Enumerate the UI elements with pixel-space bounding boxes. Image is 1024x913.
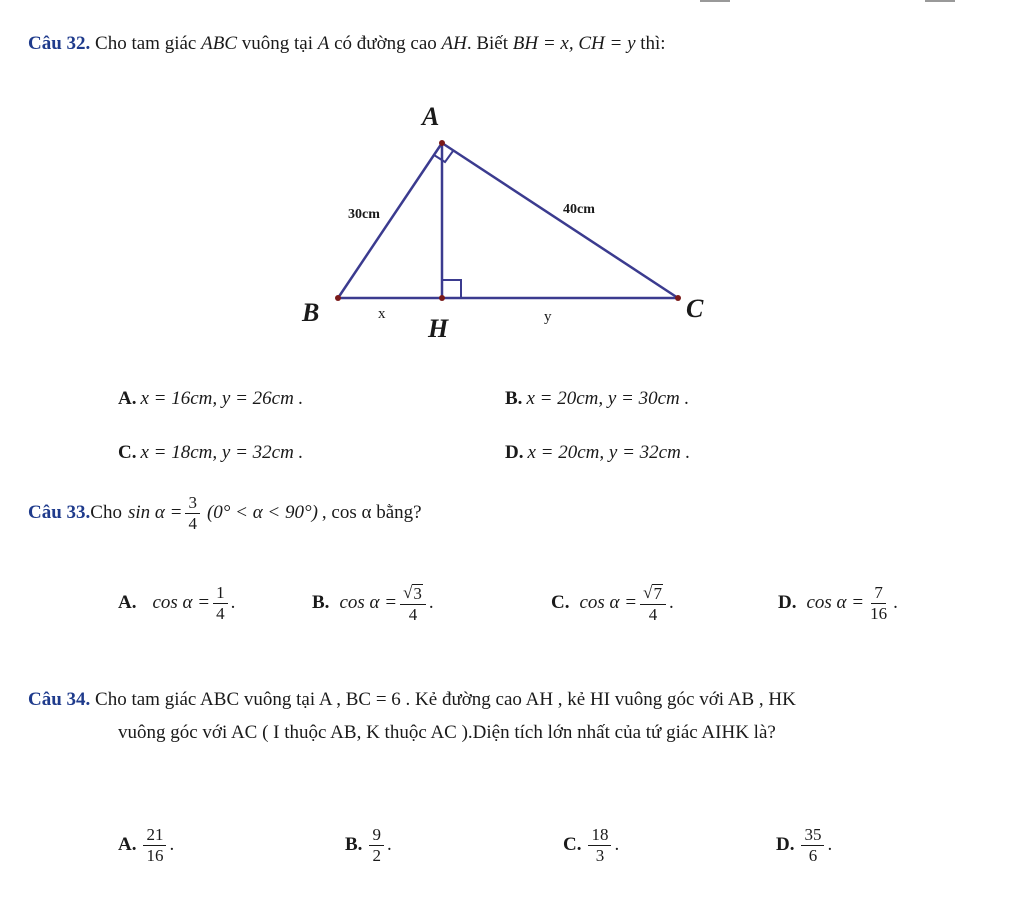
radicand: 3 xyxy=(413,584,422,603)
q34-option-d[interactable]: D. $\frac{35}{6}$ . xyxy=(776,825,833,865)
option-label: C. xyxy=(551,592,570,614)
radicand: 7 xyxy=(653,584,662,603)
label-b: B xyxy=(302,298,320,327)
sqrt-symbol: √ 3 xyxy=(403,583,422,603)
q32-text: vuông tại xyxy=(241,33,313,54)
q33-range: (0° < α < 90°) xyxy=(206,501,318,523)
q33-stem xyxy=(28,494,422,533)
q32-triangle: ABC xyxy=(201,33,237,54)
option-prefix: cos α = xyxy=(152,591,211,613)
fraction-denominator: 6 xyxy=(808,845,818,865)
option-fraction xyxy=(588,826,611,865)
q32-option-d[interactable] xyxy=(505,442,690,465)
option-label: D. xyxy=(778,591,797,613)
top-crop-mark xyxy=(700,0,730,2)
fraction-numerator xyxy=(400,584,426,605)
fraction-denominator: 4 xyxy=(648,604,658,624)
q34-option-a[interactable]: A. $\frac{21}{16}$ . xyxy=(118,825,175,865)
fraction-numerator: 7 xyxy=(871,584,886,604)
q34-text: vuông góc với AC ( I thuộc AB, K thuộc AC ).Diện tích lớn nhất của tứ giác AIHK là? xyxy=(118,722,776,743)
option-label: B. xyxy=(312,592,330,614)
label-hc: y xyxy=(544,309,552,325)
point-c xyxy=(675,295,681,301)
q32-stem xyxy=(28,33,666,56)
option-prefix: cos α = xyxy=(806,591,865,613)
q33-label: Câu 33. xyxy=(28,501,91,523)
label-ab-length: 30cm xyxy=(348,207,380,222)
label-a: A xyxy=(422,102,440,131)
option-text: x = 20cm, y = 32cm . xyxy=(527,442,691,463)
q32-option-b[interactable] xyxy=(505,388,689,411)
point-a xyxy=(439,140,445,146)
option-label: B. xyxy=(505,388,523,409)
fraction-denominator: 3 xyxy=(595,845,605,865)
fraction-numerator: 1 xyxy=(213,584,228,604)
q32-option-c[interactable] xyxy=(118,442,303,465)
right-angle-h xyxy=(442,280,461,298)
fraction-numerator: 21 xyxy=(143,826,166,846)
q33-option-c[interactable]: C. cos α = √ 7 4 . xyxy=(551,583,674,624)
top-crop-mark xyxy=(925,0,955,2)
option-label: D. xyxy=(505,442,524,463)
fraction-denominator: 4 xyxy=(188,513,197,533)
point-b xyxy=(335,295,341,301)
fraction-denominator: 4 xyxy=(216,603,225,623)
q33-option-b[interactable]: B. cos α = √ 3 4 . xyxy=(312,583,434,624)
q32-condition: BH = x, CH = y xyxy=(512,33,636,54)
option-label: C. xyxy=(118,442,137,463)
option-fraction xyxy=(143,826,166,865)
option-prefix: cos α = xyxy=(579,592,638,614)
option-fraction xyxy=(213,584,228,623)
option-text: x = 18cm, y = 32cm . xyxy=(140,442,304,463)
label-h: H xyxy=(428,314,449,343)
option-fraction xyxy=(801,826,824,865)
option-label: B. xyxy=(345,833,363,855)
fraction-numerator: 18 xyxy=(588,826,611,846)
q34-stem-line1 xyxy=(28,689,796,712)
label-bh: x xyxy=(378,306,386,322)
q32-text: có đường cao xyxy=(334,33,437,54)
option-text: x = 16cm, y = 26cm . xyxy=(140,388,304,409)
option-label: C. xyxy=(563,833,582,855)
q33-text: Cho xyxy=(90,501,122,523)
option-prefix: cos α = xyxy=(339,592,398,614)
q32-label: Câu 32. xyxy=(28,33,91,54)
label-ac-length: 40cm xyxy=(563,202,595,217)
q34-stem-line2 xyxy=(118,722,776,745)
option-label: A. xyxy=(118,591,137,613)
q33-sin-fraction xyxy=(185,494,200,533)
fraction-numerator: 3 xyxy=(185,494,200,514)
q32-altitude: AH xyxy=(441,33,467,54)
fraction-numerator: 35 xyxy=(801,826,824,846)
option-fraction xyxy=(867,584,890,623)
q33-sin-expr: sin α = xyxy=(127,501,183,523)
q34-label: Câu 34. xyxy=(28,689,91,710)
option-fraction xyxy=(369,826,384,865)
q34-text: Cho tam giác ABC vuông tại A , BC = 6 . Kẻ đường cao AH , kẻ HI vuông góc với AB , HK xyxy=(95,689,796,710)
q34-option-c[interactable]: C. $\frac{18}{3}$ . xyxy=(563,825,620,865)
q32-text: Cho tam giác xyxy=(95,33,197,54)
point-h xyxy=(439,295,445,301)
fraction-denominator: 4 xyxy=(408,604,418,624)
side-ac xyxy=(442,143,678,298)
option-label: A. xyxy=(118,388,137,409)
fraction-denominator: 2 xyxy=(372,845,381,865)
q32-vertex: A xyxy=(317,33,330,54)
q33-option-a[interactable]: A. cos α = $\frac{1}{4}$ . xyxy=(118,583,236,623)
q32-option-a[interactable] xyxy=(118,388,303,411)
option-label: D. xyxy=(776,833,795,855)
q33-text-end: , cos α bằng? xyxy=(321,501,422,523)
fraction-numerator xyxy=(640,584,666,605)
q32-text: thì: xyxy=(640,33,666,54)
fraction-numerator: 9 xyxy=(369,826,384,846)
option-text: x = 20cm, y = 30cm . xyxy=(526,388,690,409)
q32-text: . Biết xyxy=(466,33,509,54)
label-c: C xyxy=(686,294,704,323)
option-fraction xyxy=(640,584,666,624)
fraction-denominator: 16 xyxy=(146,845,164,865)
sqrt-symbol: √ 7 xyxy=(643,583,662,603)
q33-option-d[interactable]: D. cos α = $\frac{7}{16}$ . xyxy=(778,583,898,623)
triangle-figure xyxy=(290,95,730,355)
option-fraction xyxy=(400,584,426,624)
option-label: A. xyxy=(118,833,137,855)
q34-option-b[interactable]: B. $\frac{9}{2}$ . xyxy=(345,825,392,865)
fraction-denominator: 16 xyxy=(870,603,888,623)
